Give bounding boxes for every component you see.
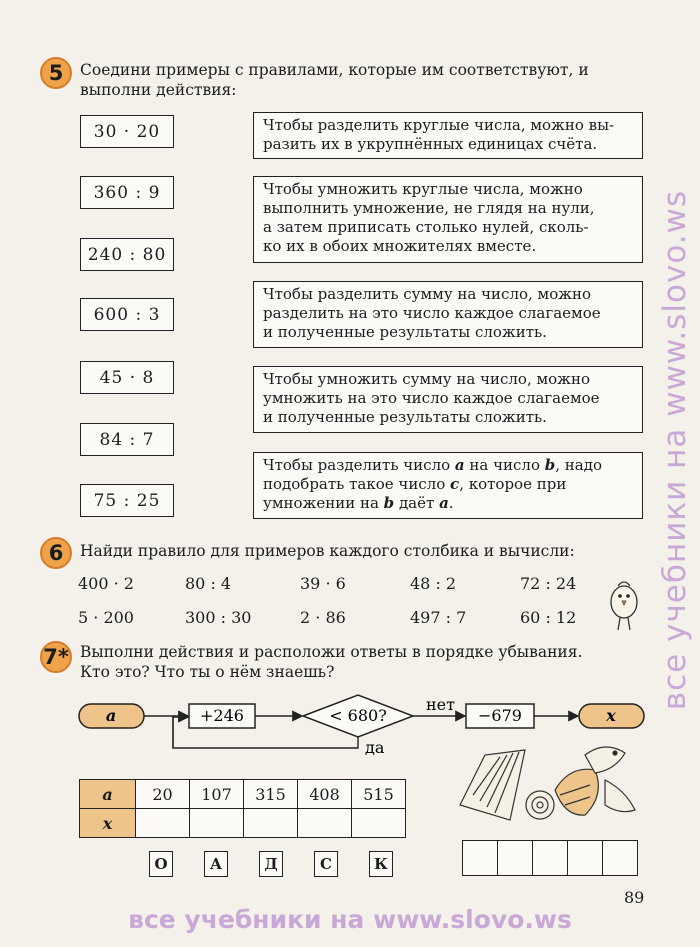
example-45x8: 45 · 8: [80, 361, 174, 394]
rule-1-line: разить их в укрупнённых единицах счёта.: [263, 135, 598, 153]
rule-5-text: на число: [464, 456, 545, 474]
rule-box-5: [253, 452, 643, 519]
example-600div3: 600 : 3: [80, 298, 174, 331]
table-cell-a: 107: [190, 780, 244, 809]
flow-loop-arrow: [173, 717, 188, 748]
task-5-number: 5: [40, 57, 72, 89]
rule-5-text: умножении на: [263, 494, 384, 512]
page-number: 89: [624, 888, 645, 907]
letter-box: А: [204, 851, 228, 877]
task-6-number: 6: [40, 537, 72, 569]
rule-5-text: подобрать такое число: [263, 475, 451, 493]
var-c: c: [450, 475, 460, 493]
watermark-vertical: [645, 120, 700, 780]
rule-5-line2: [263, 475, 633, 494]
var-a: a: [439, 494, 449, 512]
table-cell-a: 515: [352, 780, 406, 809]
task-7-text-line2: Кто это? Что ты о нём знаешь?: [80, 663, 335, 681]
task-6-example: 60 : 12: [520, 608, 577, 627]
table-cell-x: [244, 809, 298, 838]
rule-2-line: выполнить умножение, не глядя на нули,: [263, 199, 595, 217]
task-6-example: 80 : 4: [185, 574, 232, 593]
task-7-text-line1: Выполни действия и расположи ответы в порядке убывания.: [80, 643, 583, 661]
answer-cell: [602, 840, 638, 876]
rule-5-text: , которое при: [459, 475, 567, 493]
example-30x20: 30 · 20: [80, 115, 174, 148]
rule-box-3: [253, 281, 643, 348]
answer-cell: [532, 840, 568, 876]
table-cell-x: [352, 809, 406, 838]
table-row: [80, 809, 406, 838]
task-6-example: 48 : 2: [410, 574, 457, 593]
rule-2-line: Чтобы умножить круглые числа, можно: [263, 180, 583, 198]
flow-input-label: a: [105, 706, 117, 725]
rule-5-text: даёт: [394, 494, 440, 512]
rule-5-text: , надо: [555, 456, 603, 474]
example-75div25: 75 : 25: [80, 484, 174, 517]
table-cell-x: [298, 809, 352, 838]
flow-no-label: нет: [426, 695, 455, 714]
table-cell-a: 20: [136, 780, 190, 809]
letter-box: К: [369, 851, 393, 877]
example-360div9: 360 : 9: [80, 176, 174, 209]
rule-5-text: Чтобы разделить число: [263, 456, 455, 474]
task-5-text-line2: выполни действия:: [80, 81, 237, 99]
rule-2-line: а затем приписать столько нулей, сколь-: [263, 218, 589, 236]
watermark-bottom: все учебники на www.slovo.ws: [128, 905, 572, 934]
rule-2-line: ко их в обоих множителях вместе.: [263, 237, 537, 255]
task-6-example: 300 : 30: [185, 608, 252, 627]
task-6-text: Найди правило для примеров каждого столбика и вычисли:: [80, 542, 575, 560]
task-6-example: 2 · 86: [300, 608, 346, 627]
example-84div7: 84 : 7: [80, 423, 174, 456]
rule-box-4: [253, 366, 643, 433]
task-5-text: [80, 60, 645, 100]
rule-5-line1: [263, 456, 633, 475]
chick-icon: [602, 574, 646, 634]
row-a-label: a: [80, 780, 136, 809]
var-b: b: [383, 494, 395, 512]
answer-cell: [497, 840, 533, 876]
flow-output-label: x: [606, 706, 616, 725]
letter-box: С: [314, 851, 338, 877]
task-6-example: 400 · 2: [78, 574, 134, 593]
var-b: b: [544, 456, 556, 474]
var-a: a: [454, 456, 465, 474]
sea-illustration-icon: [455, 735, 640, 835]
task-5-text-line1: Соедини примеры с правилами, которые им соответствуют, и: [80, 61, 589, 79]
rule-5-line3: [263, 494, 633, 513]
rule-3-line: Чтобы разделить сумму на число, можно: [263, 285, 592, 303]
answers-table: [79, 779, 406, 838]
rule-5-text: .: [448, 494, 454, 512]
table-cell-a: 315: [244, 780, 298, 809]
table-cell-x: [136, 809, 190, 838]
task-6-example: 39 · 6: [300, 574, 346, 593]
flow-step2-label: −679: [478, 706, 522, 725]
watermark-vertical-text: все учебники на www.slovo.ws: [657, 189, 693, 711]
rule-box-2: [253, 176, 643, 263]
example-240div80: 240 : 80: [80, 238, 174, 271]
task-7-number: 7*: [40, 641, 72, 673]
flow-step1-label: +246: [200, 706, 244, 725]
table-cell-a: 408: [298, 780, 352, 809]
row-x-label: x: [80, 809, 136, 838]
rule-4-line: Чтобы умножить сумму на число, можно: [263, 370, 591, 388]
task-7-text: [80, 642, 645, 682]
table-cell-x: [190, 809, 244, 838]
table-row: [80, 780, 406, 809]
flow-yes-label: да: [365, 738, 385, 757]
rule-3-line: разделить на это число каждое слагаемое: [263, 304, 601, 322]
rule-4-line: и полученные результаты сложить.: [263, 408, 547, 426]
rule-4-line: умножить на это число каждое слагаемое: [263, 389, 600, 407]
task-6-example: 72 : 24: [520, 574, 577, 593]
task-6-example: 497 : 7: [410, 608, 467, 627]
rule-1-line: Чтобы разделить круглые числа, можно вы-: [263, 116, 615, 134]
rule-box-1: [253, 112, 643, 159]
task-6-example: 5 · 200: [78, 608, 134, 627]
rule-3-line: и полученные результаты сложить.: [263, 323, 547, 341]
flow-condition-label: < 680?: [329, 706, 387, 725]
answer-cell: [462, 840, 498, 876]
letter-box: О: [149, 851, 173, 877]
letter-box: Д: [259, 851, 283, 877]
answer-cell: [567, 840, 603, 876]
